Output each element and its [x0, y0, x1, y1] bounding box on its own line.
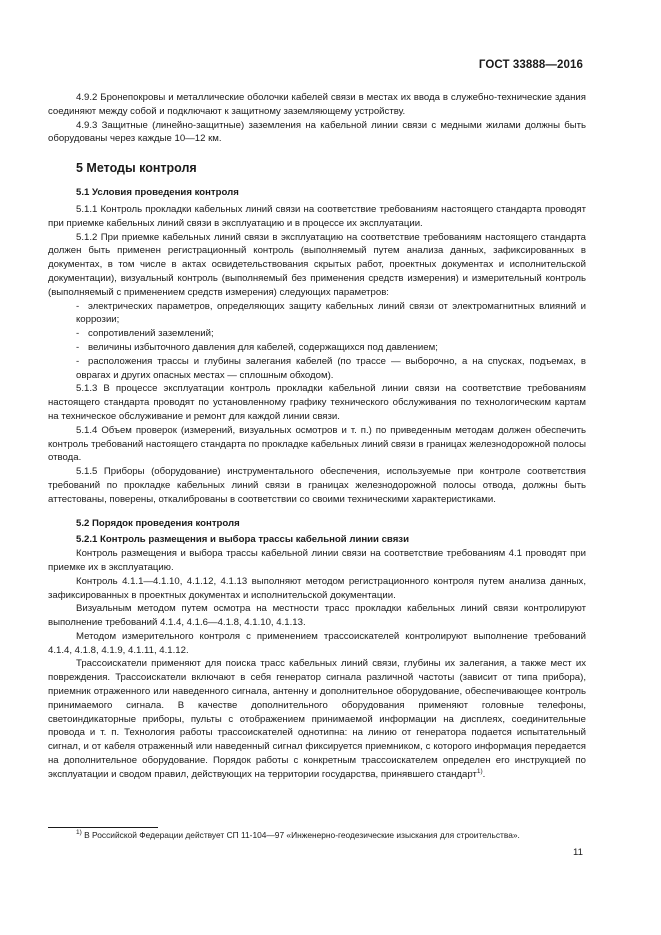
- document-body: [48, 91, 586, 782]
- footnote-divider: [48, 827, 158, 828]
- section-5-2-1-heading: 5.2.1 Контроль размещения и выбора трассы кабельной линии связи: [76, 534, 409, 546]
- footnote-reference: 1): [476, 767, 483, 775]
- footnote-marker: 1): [76, 829, 82, 837]
- paragraph-5-2-1-a: Контроль размещения и выбора трассы кабельной линии связи на соответствие требованиям 4.1 проводят при приемке их в эксплуатацию.: [48, 548, 586, 573]
- list-dash: -: [76, 341, 80, 353]
- list-dash: -: [76, 300, 80, 312]
- list-item: [48, 341, 586, 355]
- page-number: 11: [573, 847, 583, 858]
- document-code-header: ГОСТ 33888—2016: [478, 59, 583, 71]
- section-5-2-heading: 5.2 Порядок проведения контроля: [76, 517, 240, 529]
- paragraph-5-1-1: 5.1.1 Контроль прокладки кабельных линий связи на соответствие требованиям настоящего стандарта проводят при приемке кабельных линий связи в эксплуатацию и в процессе их эксплуатации.: [48, 203, 586, 229]
- list-item: [48, 355, 586, 383]
- list-item-text: расположения трассы и глубины залегания кабелей (по трассе — выборочно, а на спусках, подъемах, в оврагах и других опасных местах — сплошным обходом).: [76, 355, 586, 381]
- paragraph-5-2-1-e-text: Трассоискатели применяют для поиска трасс кабельных линий связи, глубины их залегания, а также мест их повреждения. Трассоискатели включают в себя генератор сигнала различной частоты (зависит от типа прибора), приемник отраженного или наведенного сигнала, антенну и дополнительное оборудование, обеспечивающее контроль принимаемого сигнала. В качестве дополнительного оборудования применяют головные телефоны, светоиндикаторные приборы, пульты с отображением принимаемой информации на дисплеях, соединительные провода и т. п. Технология работы трассоискателей однотипна: на линию от генератора подается испытательный сигнал, и от кабеля отраженный или наведенный сигнал фиксируется приемником, с которого информация передается на дополнительное оборудование. Порядок работы с конкретным трассоискателем определен его инструкцией по эксплуатации и сводом правил, действующих на территории государства, принявшего стандарт: [48, 658, 586, 780]
- list-dash: -: [76, 328, 80, 340]
- paragraph-5-2-1-e: Трассоискатели применяют для поиска трасс кабельных линий связи, глубины их залегания, а также мест их повреждения. Трассоискатели включают в себя генератор сигнала различной частоты (зависит от типа прибора), приемник отраженного или наведенного сигнала, антенну и дополнительное оборудование, обеспечивающее контроль принимаемого сигнала. В качестве дополнительного оборудования применяют головные телефоны, светоиндикаторные приборы, пульты с отображением принимаемой информации на дисплеях, соединительные провода и т. п. Технология работы трассоискателей однотипна: на линию от генератора подается испытательный сигнал, и от кабеля отраженный или наведенный сигнал фиксируется приемником, с которого информация передается на дополнительное оборудование. Порядок работы с конкретным трассоискателем определен его инструкцией по эксплуатации и сводом правил, действующих на территории государства, принявшего стандарт$^{1)}$.: [48, 658, 586, 780]
- paragraph-5-1-2: 5.1.2 При приемке кабельных линий связи в эксплуатацию на соответствие требованиям настоящего стандарта должен быть применен регистрационный контроль (выполняемый путем анализа данных, зафиксированных в документах, в том числе в актах освидетельствования скрытых работ, проектных документах и исполнительской документации), визуальный контроль (выполняемый без применения средств измерения) и измерительный контроль (выполняемый с применением средств измерения) следующих параметров:: [48, 231, 586, 298]
- list-item-text: сопротивлений заземлений;: [88, 328, 214, 340]
- section-5-heading: 5 Методы контроля: [76, 161, 197, 176]
- list-item-text: величины избыточного давления для кабелей, содержащихся под давлением;: [88, 341, 438, 353]
- paragraph-5-1-4: 5.1.4 Объем проверок (измерений, визуальных осмотров и т. п.) по приведенным методам должен обеспечить контроль требований настоящего стандарта по прокладке кабельных линий связи в границах железнодорожной полосы отвода.: [48, 424, 586, 464]
- list-item: [48, 327, 586, 341]
- paragraph-4-9-2: 4.9.2 Бронепокровы и металлические оболочки кабелей связи в местах их ввода в служебно-технические здания соединяют между собой и подключают к защитному заземляющему устройству.: [48, 92, 586, 117]
- paragraph-5-1-5: 5.1.5 Приборы (оборудование) инструментального обеспечения, используемые при контроле соответствия требований по прокладке кабельных линий связи в границах железнодорожной полосы отвода, должны быть аттестованы, поверены, откалиброваны в соответствии со своими техническими характеристиками.: [48, 466, 586, 505]
- paragraph-5-2-1-c: Визуальным методом путем осмотра на местности трасс прокладки кабельных линий связи контролируют выполнение требований 4.1.4, 4.1.6—4.1.8, 4.1.10, 4.1.13.: [48, 603, 586, 629]
- paragraph-5-2-1-b: Контроль 4.1.1—4.1.10, 4.1.12, 4.1.13 выполняют методом регистрационного контроля путем анализа данных, зафиксированных в проектных документах и исполнительской документации.: [48, 575, 586, 601]
- footnote: [76, 830, 596, 841]
- paragraph-5-1-3: 5.1.3 В процессе эксплуатации контроль прокладки кабельной линии связи на соответствие требованиям настоящего стандарта проводят по установленному графику технического обслуживания по технологическим картам на техническое обслуживание и ремонт для каждой линии связи.: [48, 383, 586, 422]
- list-dash: -: [76, 355, 80, 367]
- footnote-text: В Российской Федерации действует СП 11-104—97 «Инженерно-геодезические изыскания для строительства».: [84, 830, 520, 840]
- paragraph-5-2-1-d: Методом измерительного контроля с применением трассоискателей контролируют выполнение требований 4.1.4, 4.1.8, 4.1.9, 4.1.11, 4.1.12.: [48, 630, 586, 656]
- list-item: [48, 300, 586, 328]
- list-item-text: электрических параметров, определяющих защиту кабельных линий связи от электромагнитных влияний и коррозии;: [76, 300, 586, 326]
- section-5-1-heading: 5.1 Условия проведения контроля: [76, 187, 239, 199]
- paragraph-4-9-3: 4.9.3 Защитные (линейно-защитные) заземления на кабельной линии связи с медными жилами должны быть оборудованы через каждые 10—12 км.: [48, 119, 586, 145]
